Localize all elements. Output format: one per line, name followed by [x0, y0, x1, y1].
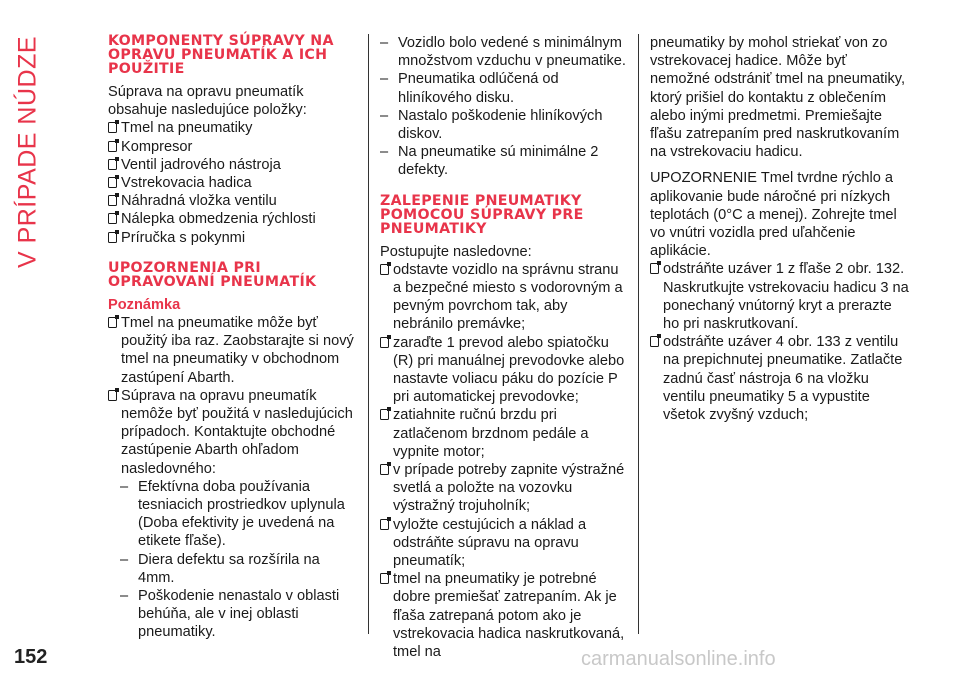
bullet-icon	[380, 337, 389, 348]
bullet-icon	[108, 141, 117, 152]
kit-item-list	[108, 119, 360, 246]
dash-item: – Diera defektu sa rozšírila na 4mm.	[120, 551, 320, 586]
section-side-tab	[8, 32, 48, 272]
dash-item: – Poškodenie nenastalo v oblasti behúňa, ale v inej oblasti pneumatiky.	[120, 588, 340, 641]
column-divider	[368, 34, 369, 634]
list-item: Ventil jadrového nástroja	[108, 156, 360, 174]
kit-intro: Súprava na opravu pneumatík obsahuje nasledujúce položky:	[108, 84, 307, 119]
heading-tire-sealing: ZALEPENIE PNEUMATIKY POMOCOU SÚPRAVY PRE PNEUMATIKY	[380, 192, 584, 237]
note-label: Poznámka	[108, 296, 181, 313]
procedure-step: vyložte cestujúcich a náklad a odstráňte súpravu na opravu pneumatík;	[380, 516, 630, 571]
procedure-step: v prípade potreby zapnite výstražné svetlá a položte na vozovku výstražný trojuholník;	[380, 461, 630, 516]
bullet-icon	[108, 177, 117, 188]
procedure-step: odstavte vozidlo na správnu stranu a bezpečné miesto s vodorovným a pevným povrchom tak, aby nebránilo premávke;	[380, 261, 630, 334]
note-item: Tmel na pneumatike môže byť použitý iba raz. Zaobstarajte si nový tmel na pneumatiky v obchodnom zastúpení Abarth.	[108, 314, 360, 387]
note-item: Súprava na opravu pneumatík nemôže byť použitá v nasledujúcich prípadoch. Kontaktujte obchodné zastúpenie Abarth ohľadom nasledovného:	[108, 387, 360, 478]
procedure-step: zatiahnite ručnú brzdu pri zatlačenom brzdnom pedále a vypnite motor;	[380, 406, 630, 461]
procedure-step: zaraďte 1 prevod alebo spiatočku (R) pri manuálnej prevodovke alebo nastavte voliacu páku do pozície P pri automatickej prevodovke;	[380, 334, 630, 407]
list-item: Nálepka obmedzenia rýchlosti	[108, 210, 360, 228]
dash-item: – Nastalo poškodenie hliníkových diskov.	[380, 107, 603, 143]
column-3	[650, 34, 910, 424]
dash-item: – Pneumatika odlúčená od hliníkového disku.	[380, 71, 559, 106]
bullet-icon	[108, 390, 117, 401]
list-item: Vstrekovacia hadica	[108, 174, 360, 192]
page-number: 152	[14, 646, 48, 668]
dash-item: – Efektívna doba používania tesniacich prostriedkov uplynula (Doba efektivity je uvedená na etikete fľaše).	[120, 478, 345, 550]
dash-item: – Vozidlo bolo vedené s minimálnym množstvom vzduchu v pneumatike.	[380, 35, 626, 70]
bullet-icon	[380, 464, 389, 475]
bullet-icon	[650, 336, 659, 347]
list-item: Kompresor	[108, 138, 360, 156]
bullet-icon	[108, 195, 117, 206]
section-side-tab-label: V PRÍPADE NÚDZE	[13, 35, 42, 269]
procedure-intro: Postupujte nasledovne:	[380, 243, 532, 260]
bullet-icon	[650, 263, 659, 274]
heading-repair-warnings: UPOZORNENIA PRI OPRAVOVANÍ PNEUMATÍK	[108, 259, 317, 290]
bullet-icon	[108, 317, 117, 328]
bullet-icon	[108, 213, 117, 224]
column-divider	[638, 34, 639, 634]
column-1	[108, 34, 360, 642]
bullet-icon	[108, 159, 117, 170]
bullet-icon	[108, 122, 117, 133]
bullet-icon	[380, 264, 389, 275]
list-item: Náhradná vložka ventilu	[108, 192, 360, 210]
procedure-step: odstráňte uzáver 4 obr. 133 z ventilu na prepichnutej pneumatike. Zatlačte zadnú časť nástroja 6 na vložku ventilu pneumatiky 5 a vypustite všetok zvyšný vzduch;	[650, 333, 910, 424]
procedure-continuation: pneumatiky by mohol striekať von zo vstrekovacej hadice. Môže byť nemožné odstrániť tmel na pneumatiky, ktorý prišiel do kontaktu z oblečením alebo inými predmetmi. Premiešajte fľašu zatrepaním pred naskrutkovaním na vstrekovaciu hadicu.	[650, 35, 906, 161]
dash-list	[380, 34, 630, 180]
list-item: Tmel na pneumatiky	[108, 119, 360, 137]
procedure-step: odstráňte uzáver 1 z fľaše 2 obr. 132. Naskrutkujte vstrekovaciu hadicu 3 na ponechaný vnútorný kryt a prerazte ho pri naskrutkovaní.	[650, 260, 910, 333]
cold-temperature-warning: UPOZORNENIE Tmel tvrdne rýchlo a aplikovanie bude náročné pri nízkych teplotách (0°C a menej). Zohrejte tmel vo vnútri vozidla pred uľahčenie aplikácie.	[650, 170, 897, 260]
dash-item: – Na pneumatike sú minimálne 2 defekty.	[380, 144, 599, 179]
list-item: Príručka s pokynmi	[108, 229, 360, 247]
watermark: carmanualsonline.info	[581, 648, 776, 670]
bullet-icon	[380, 409, 389, 420]
bullet-icon	[380, 519, 389, 530]
bullet-icon	[108, 232, 117, 243]
column-2	[380, 34, 630, 661]
bullet-icon	[380, 573, 389, 584]
heading-kit-components: KOMPONENTY SÚPRAVY NA OPRAVU PNEUMATÍK A ICH POUŽITIE	[108, 33, 334, 77]
procedure-step: tmel na pneumatiky je potrebné dobre premiešať zatrepaním. Ak je fľaša zatrepaná potom ako je vstrekovacia hadica naskrutkovaná, tmel na	[380, 570, 630, 661]
